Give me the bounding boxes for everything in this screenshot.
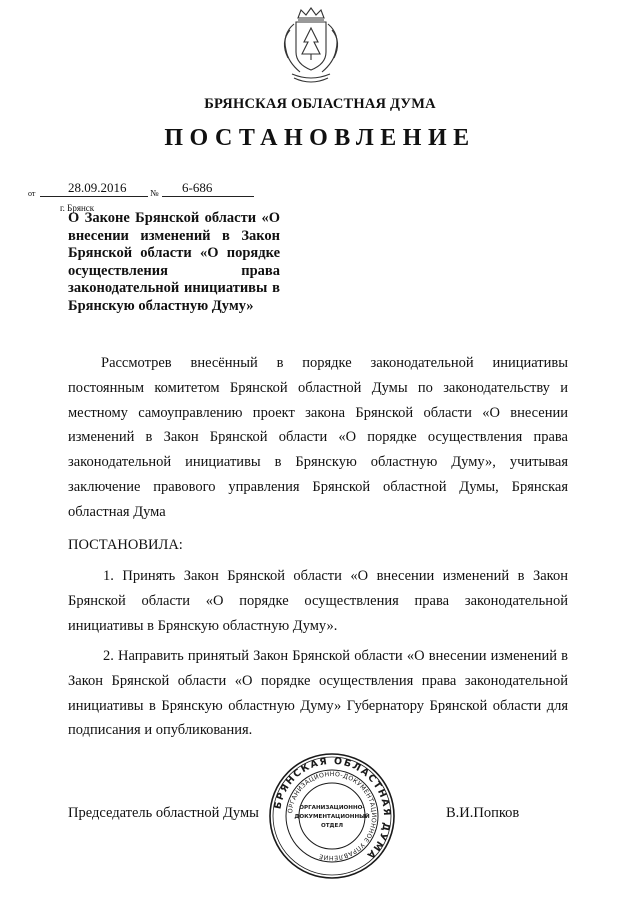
stamp-center-line-3: ОТДЕЛ	[320, 823, 344, 829]
date-underline	[40, 196, 148, 197]
resolution-item-2: 2. Направить принятый Закон Брянской области «О внесении изменений в Закон Брянской области «О порядке осуществления права законодательной инициативы в Брянскую областную Думу» Губернатору Брянской области для подписания и опубликования.	[68, 648, 568, 739]
city-label: г. Брянск	[60, 203, 95, 213]
resolution-item-1: 1. Принять Закон Брянской области «О внесении изменений в Закон Брянской области «О порядке осуществления права законодательной инициативы в Брянскую областную Думу».	[68, 568, 568, 634]
decided-heading: ПОСТАНОВИЛА:	[68, 537, 183, 553]
signatory-name: В.И.Попков	[446, 805, 520, 821]
document-date: 28.09.2016	[68, 180, 127, 195]
coat-of-arms-icon	[268, 2, 354, 88]
stamp-center-line-1: ОРГАНИЗАЦИОННО-	[299, 805, 365, 811]
stamp-inner-text: ОРГАНИЗАЦИОННО-ДОКУМЕНТАЦИОННОЕ УПРАВЛЕНИЕ	[287, 770, 378, 862]
stamp-outer-text: БРЯНСКАЯ ОБЛАСТНАЯ ДУМА	[272, 755, 393, 862]
date-label: от	[28, 189, 36, 198]
document-subject: О Законе Брянской области «О внесении изменений в Закон Брянской области «О порядке осуществления права законодательной инициативы в Брянскую областную Думу»	[68, 210, 280, 314]
preamble-paragraph: Рассмотрев внесённый в порядке законодательной инициативы постоянным комитетом Брянской областной Думы по законодательству и местному самоуправлению проект закона Брянской области «О внесении изменений в Закон Брянской области «О порядке осуществления права законодательной инициативы в Брянскую областную Думу», учитывая заключение правового управления Брянской областной Думы, Брянская областная Дума	[68, 355, 568, 520]
document-number: 6-686	[182, 180, 213, 195]
organization-name: БРЯНСКАЯ ОБЛАСТНАЯ ДУМА	[204, 96, 436, 112]
document-type-heading: ПОСТАНОВЛЕНИЕ	[164, 125, 476, 151]
number-underline	[162, 196, 254, 197]
official-stamp	[268, 752, 396, 880]
document-meta-row	[28, 180, 288, 200]
stamp-center-line-2: ДОКУМЕНТАЦИОННЫЙ	[294, 814, 370, 820]
number-label: №	[150, 188, 159, 198]
signatory-title: Председатель областной Думы	[68, 805, 259, 821]
